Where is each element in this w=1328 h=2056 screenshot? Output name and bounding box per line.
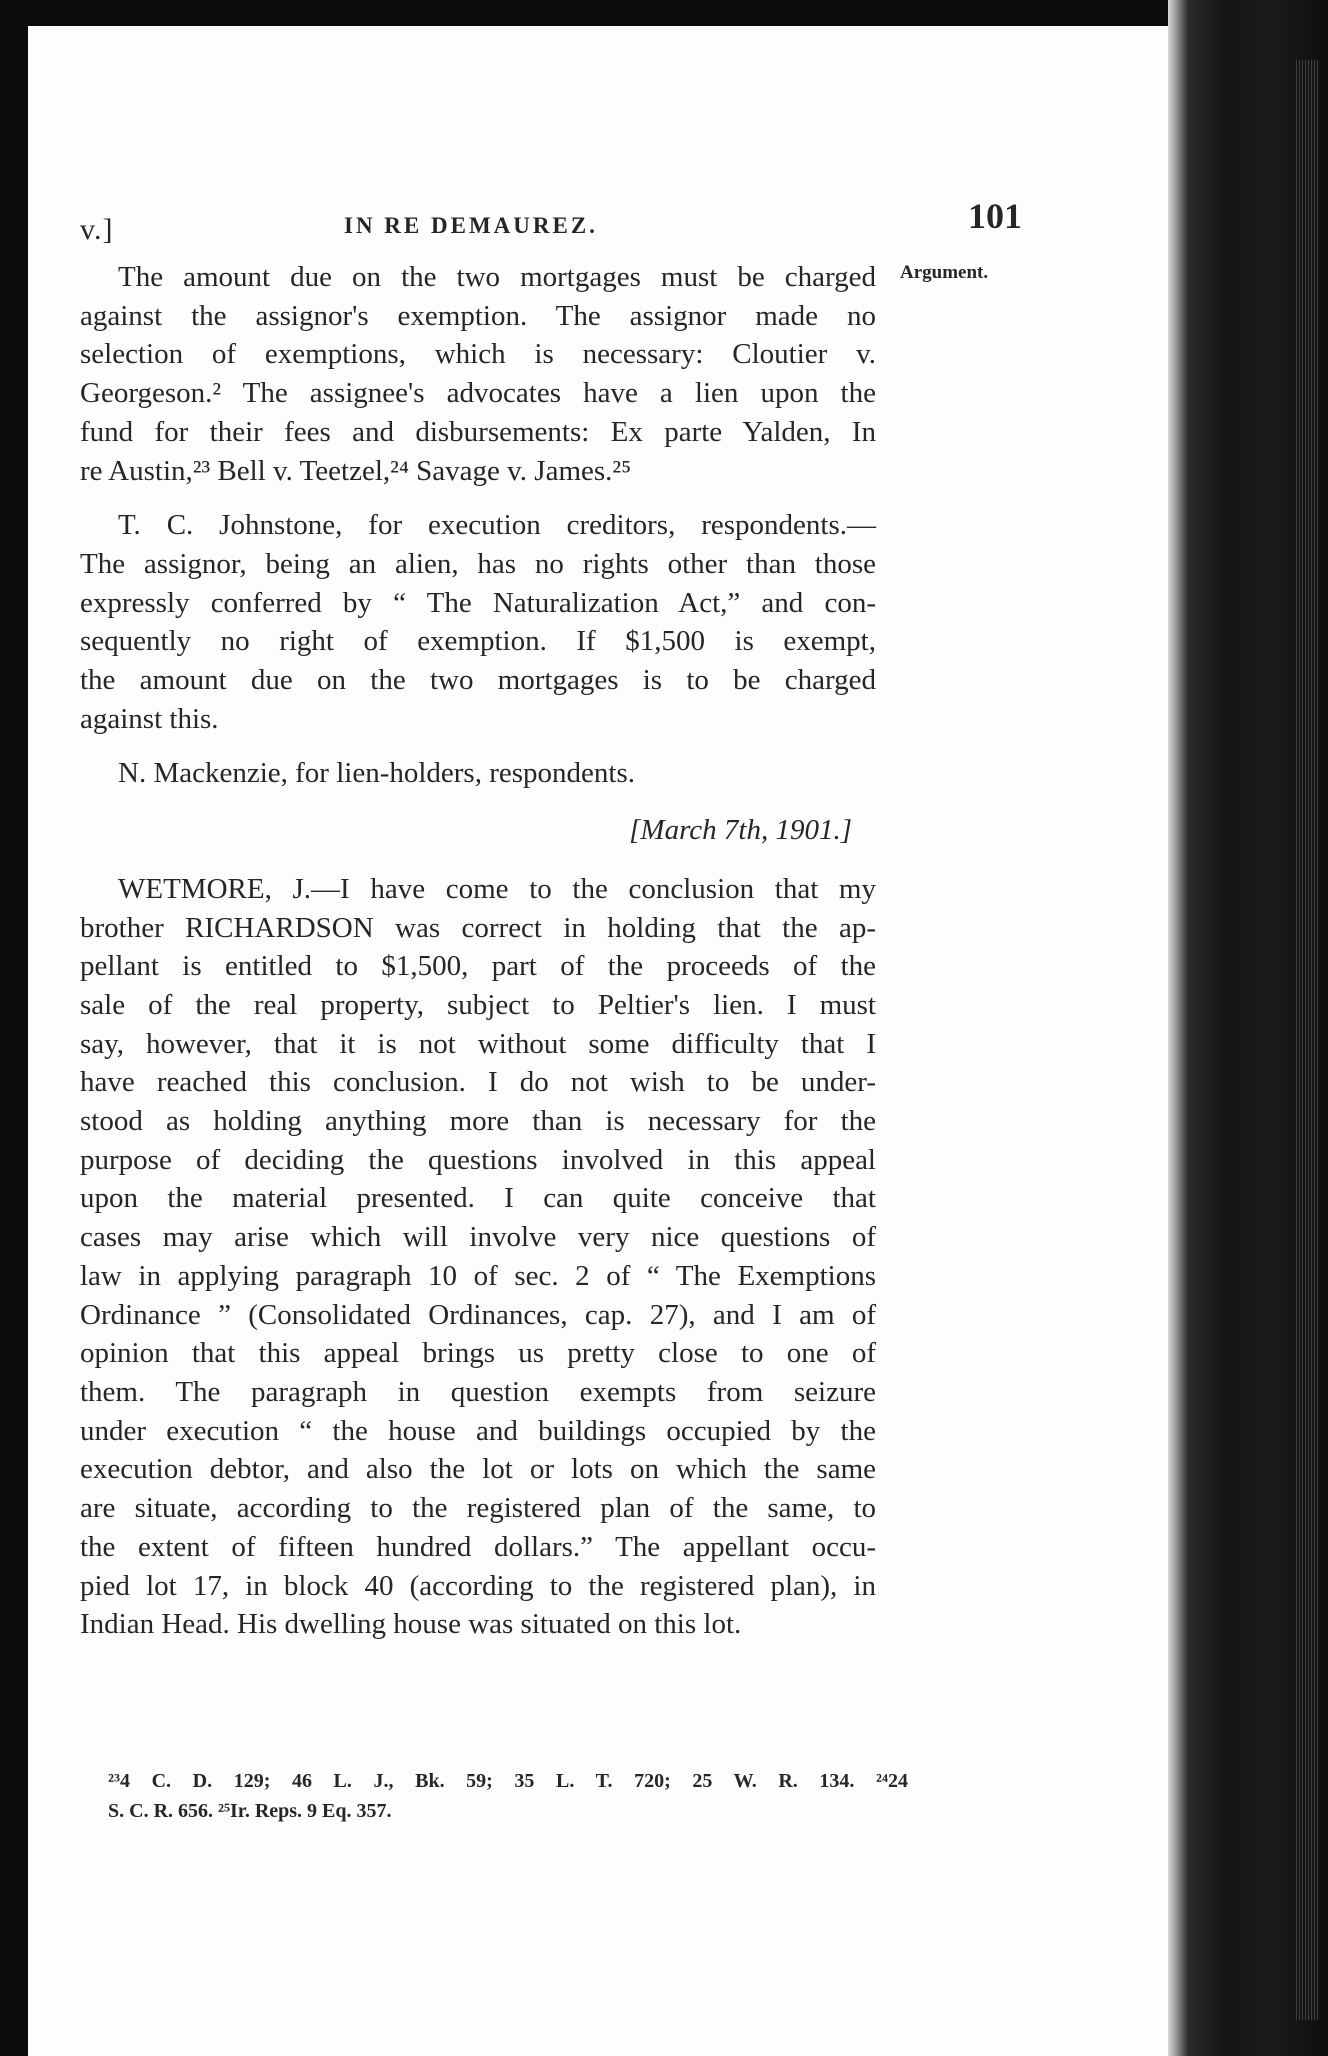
footnotes <box>108 1766 908 1826</box>
page-number: 101 <box>968 196 1022 236</box>
paragraph-lien-holders <box>80 754 876 793</box>
text-line: against this. <box>80 702 219 735</box>
text-line: under execution “ the house and buildings occupied by the <box>80 1414 876 1447</box>
text-line: pied lot 17, in block 40 (according to the registered plan), in <box>80 1569 876 1602</box>
text-line: sale of the real property, subject to Peltier's lien. I must <box>80 988 876 1021</box>
text-line: T. C. Johnstone, for execution creditors, respondents.— <box>118 509 876 542</box>
case-title: IN RE DEMAUREZ. <box>344 213 598 238</box>
text-line: say, however, that it is not without some difficulty that I <box>80 1027 876 1060</box>
text-line: them. The paragraph in question exempts from seizure <box>80 1375 876 1408</box>
page-edge-lines <box>1296 60 1318 2020</box>
text-line: selection of exemptions, which is necessary: Cloutier v. <box>80 338 876 371</box>
text-line: pellant is entitled to $1,500, part of the proceeds of the <box>80 950 876 983</box>
running-head <box>0 195 1328 246</box>
text-line: N. Mackenzie, for lien-holders, respondents. <box>118 757 636 790</box>
text-line: purpose of deciding the questions involved in this appeal <box>80 1143 876 1176</box>
chapter-marker: v.] <box>80 213 114 246</box>
text-line: sequently no right of exemption. If $1,500 is exempt, <box>80 625 876 658</box>
text-line: fund for their fees and disbursements: Ex parte Yalden, In <box>80 415 876 448</box>
paragraph-judgment <box>80 870 876 1644</box>
text-line: opinion that this appeal brings us pretty close to one of <box>80 1337 876 1370</box>
text-line: execution debtor, and also the lot or lots on which the same <box>80 1453 876 1486</box>
text-line: Georgeson.² The assignee's advocates have a lien upon the <box>80 377 876 410</box>
scan-border-left <box>0 0 28 2056</box>
paragraph-respondents <box>80 506 876 738</box>
text-line: brother RICHARDSON was correct in holding that the ap- <box>80 911 876 944</box>
footnote-line: S. C. R. 656. ²⁵Ir. Reps. 9 Eq. 357. <box>108 1800 392 1822</box>
text-line: the extent of fifteen hundred dollars.” The appellant occu- <box>80 1530 876 1563</box>
margin-note: Argument. <box>900 262 989 283</box>
text-line: the amount due on the two mortgages is to be charged <box>80 664 876 697</box>
text-line: expressly conferred by “ The Naturalization Act,” and con- <box>80 586 876 619</box>
text-line: cases may arise which will involve very nice questions of <box>80 1221 876 1254</box>
footnote-line: ²³4 C. D. 129; 46 L. J., Bk. 59; 35 L. T. 720; 25 W. R. 134. ²⁴24 <box>108 1770 908 1792</box>
text-line: upon the material presented. I can quite conceive that <box>80 1182 876 1215</box>
text-line: Ordinance ” (Consolidated Ordinances, cap. 27), and I am of <box>80 1298 876 1331</box>
judgment-date: [March 7th, 1901.] <box>629 814 852 847</box>
text-line: against the assignor's exemption. The assignor made no <box>80 299 876 332</box>
text-line: re Austin,²³ Bell v. Teetzel,²⁴ Savage v. James.²⁵ <box>80 454 632 487</box>
text-line: are situate, according to the registered plan of the same, to <box>80 1492 876 1525</box>
text-line: have reached this conclusion. I do not wish to be under- <box>80 1066 876 1099</box>
text-line: Indian Head. His dwelling house was situated on this lot. <box>80 1608 742 1641</box>
text-line: WETMORE, J.—I have come to the conclusion that my <box>118 872 876 905</box>
paragraph-argument <box>80 258 876 490</box>
text-line: The assignor, being an alien, has no rights other than those <box>80 547 876 580</box>
body-text <box>80 258 876 1644</box>
scan-border-top <box>0 0 1328 26</box>
text-line: The amount due on the two mortgages must be charged <box>118 261 876 293</box>
text-line: stood as holding anything more than is necessary for the <box>80 1105 876 1138</box>
text-line: law in applying paragraph 10 of sec. 2 of “ The Exemptions <box>80 1259 876 1292</box>
